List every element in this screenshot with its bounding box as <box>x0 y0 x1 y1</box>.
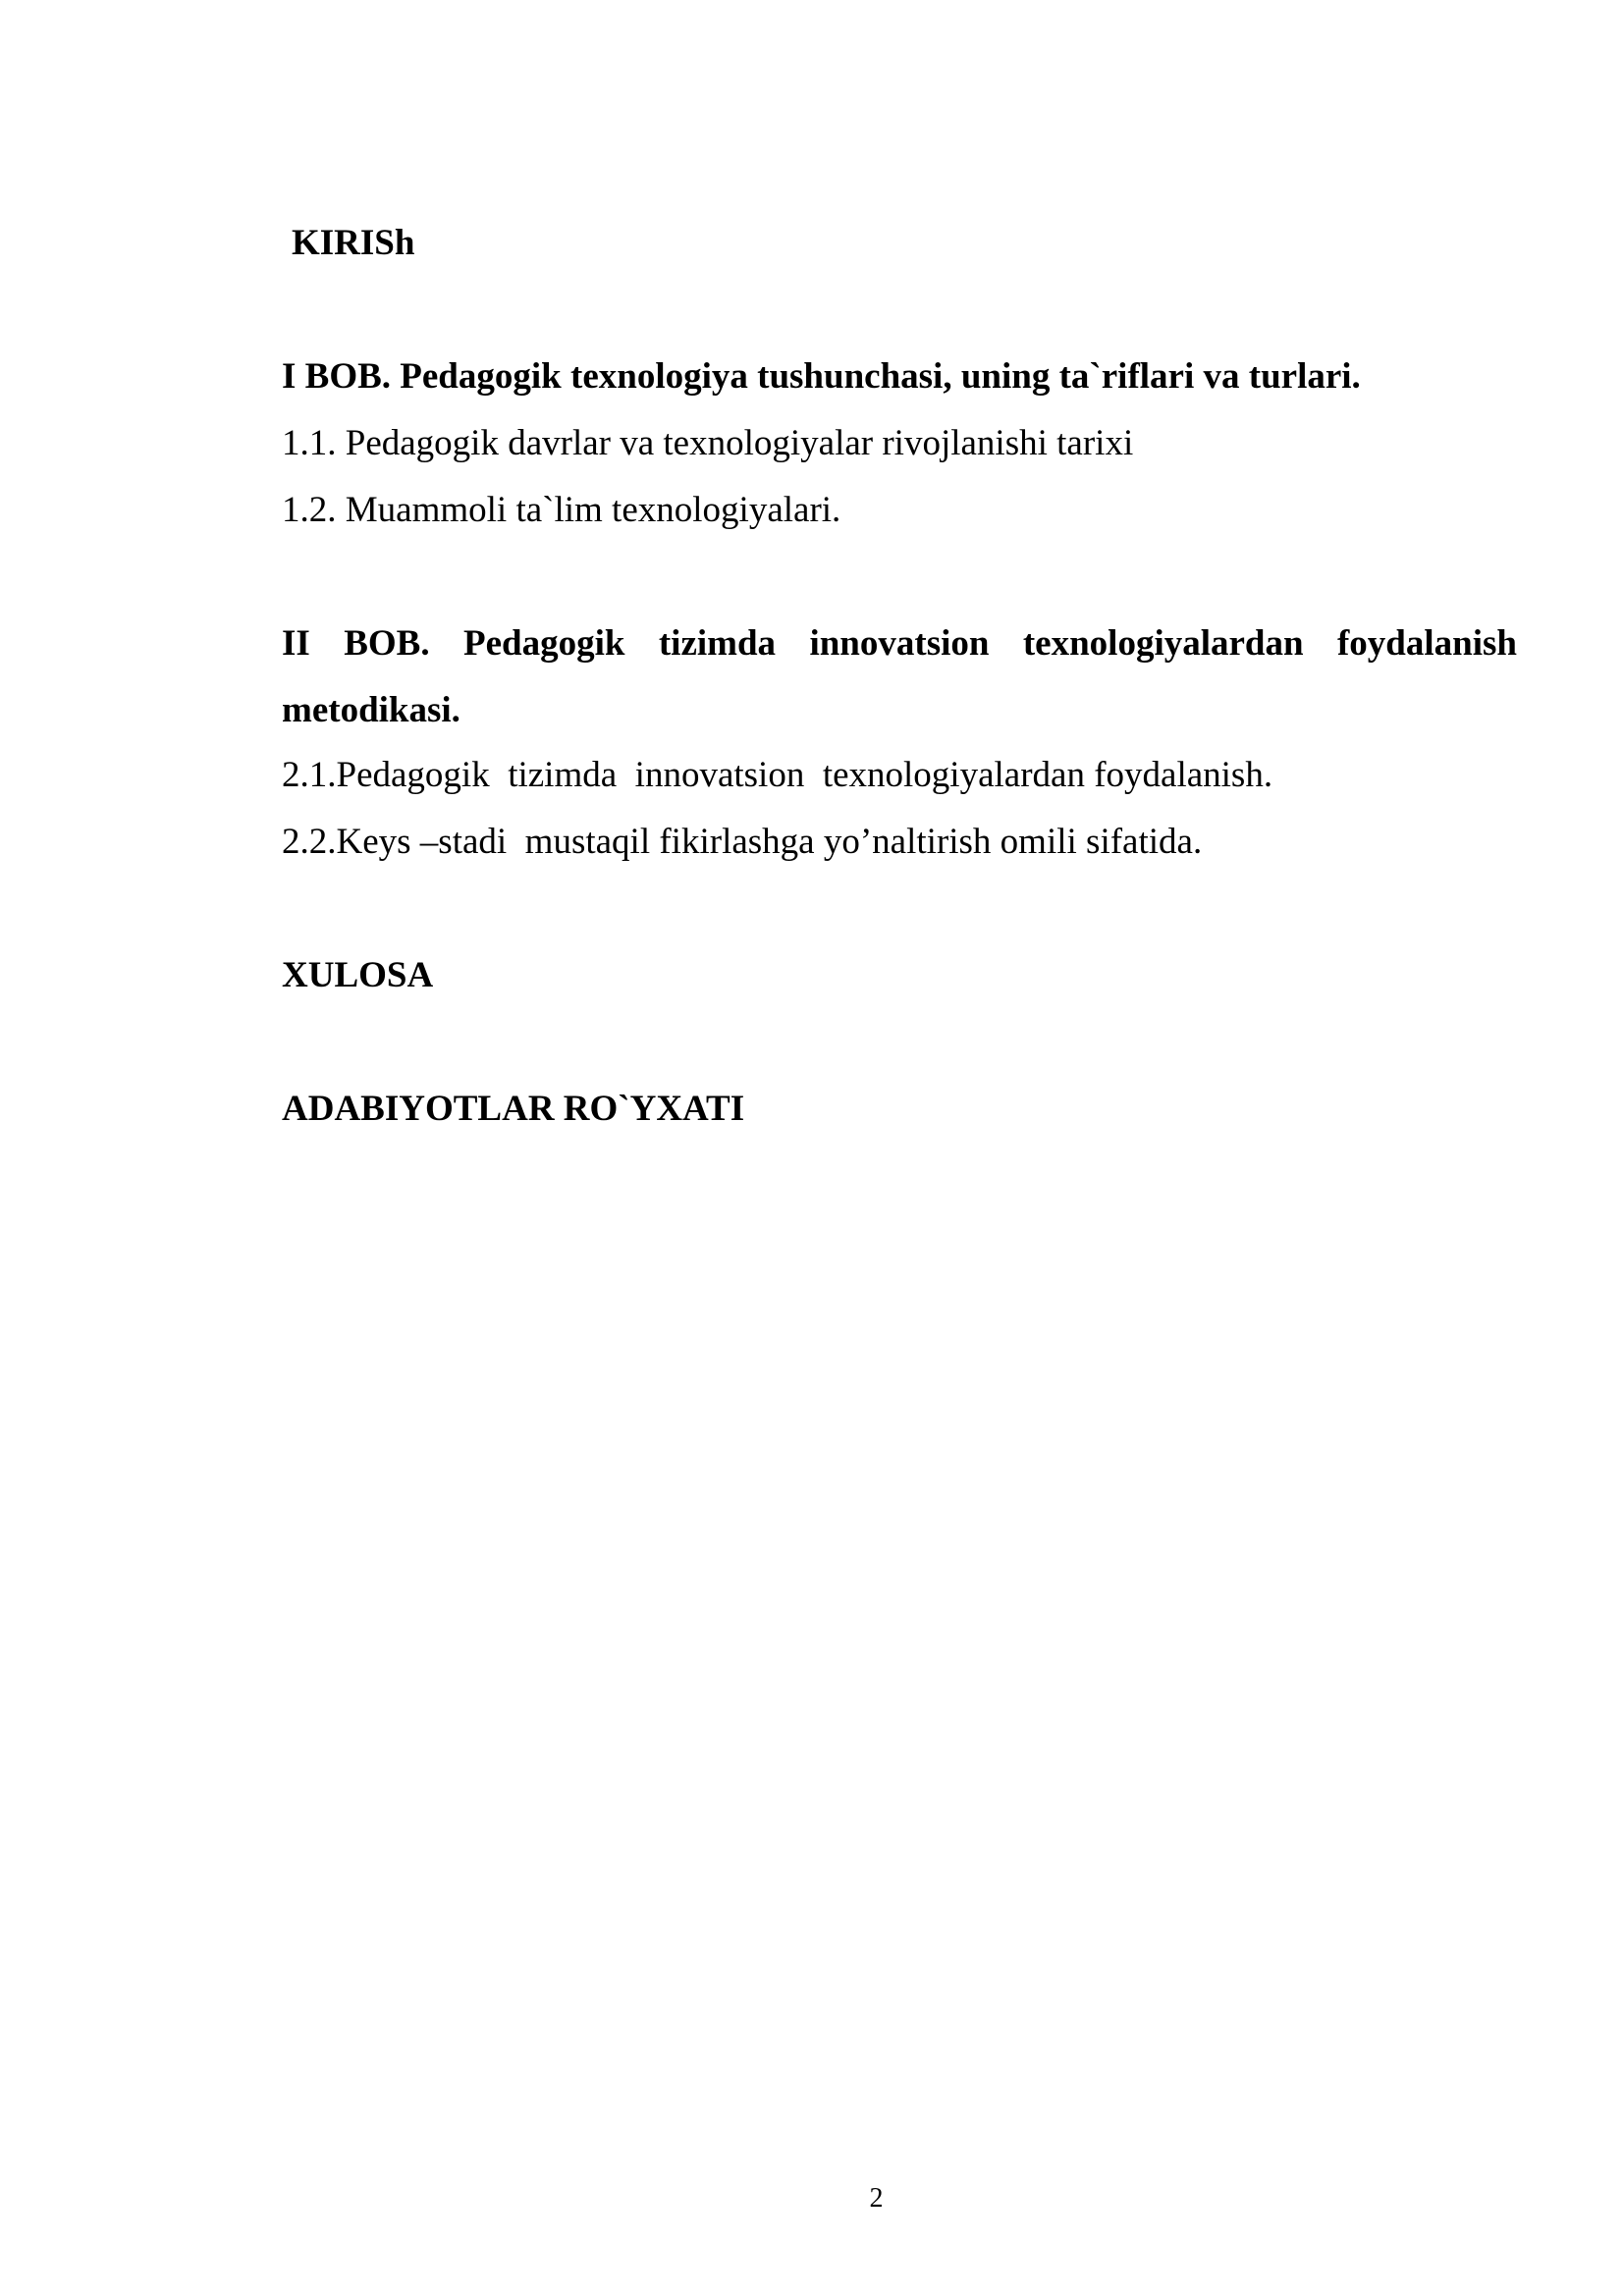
toc-section-2-2: 2.2.Keys –stadi mustaqil fikirlashga yo’naltirish omili sifatida. <box>282 822 1203 862</box>
title-word: Pedagogik <box>462 623 625 664</box>
title-word: innovatsion <box>809 623 990 664</box>
toc-chapter2-title <box>282 622 1517 666</box>
page-number: 2 <box>869 2183 884 2214</box>
toc-chapter1-title: I BOB. Pedagogik texnologiya tushunchasi, uning ta`riflari va turlari. <box>282 356 1361 397</box>
title-word: tizimda <box>658 623 777 664</box>
toc-chapter2-title-cont: metodikasi. <box>282 690 460 730</box>
toc-section-2-1: 2.1.Pedagogik tizimda innovatsion texnologiyalardan foydalanish. <box>282 755 1273 795</box>
title-word: II <box>282 623 310 664</box>
title-word: foydalanish <box>1336 623 1517 664</box>
title-word: BOB. <box>344 623 430 664</box>
toc-section-1-1: 1.1. Pedagogik davrlar va texnologiyalar rivojlanishi tarixi <box>282 423 1134 463</box>
toc-references: ADABIYOTLAR RO`YXATI <box>282 1089 745 1129</box>
title-word: texnologiyalardan <box>1022 623 1304 664</box>
toc-conclusion: XULOSA <box>282 955 434 995</box>
toc-intro: KIRISh <box>292 223 415 263</box>
toc-section-1-2: 1.2. Muammoli ta`lim texnologiyalari. <box>282 490 841 530</box>
